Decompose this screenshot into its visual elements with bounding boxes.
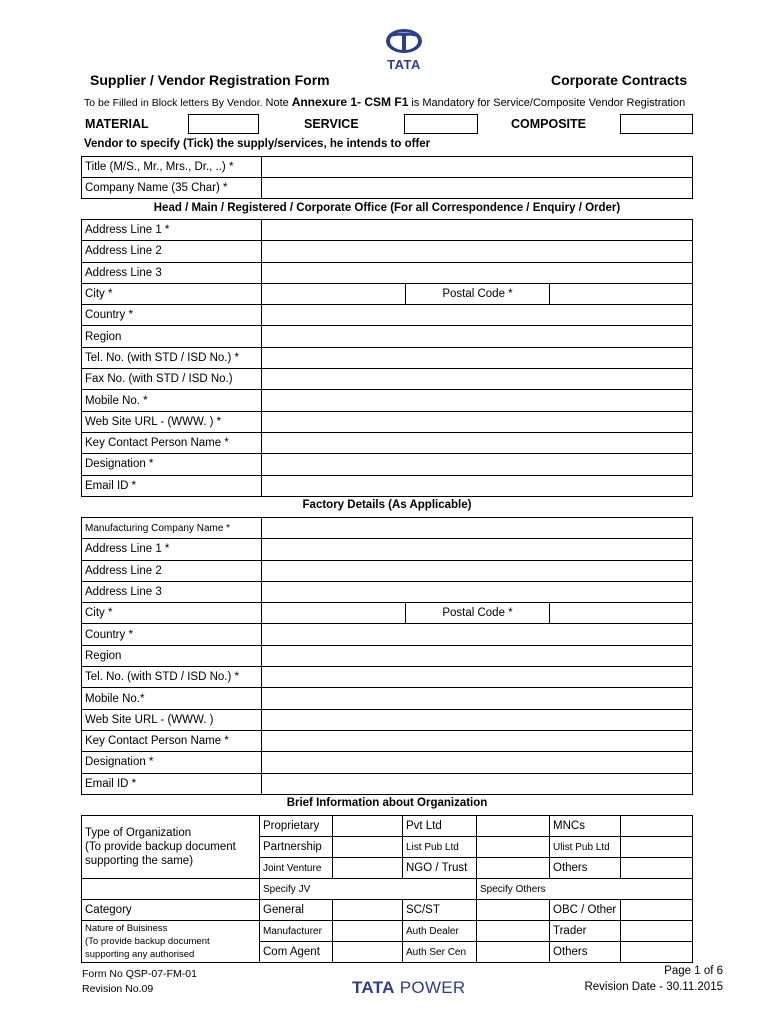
ho-designation-label: Designation * — [82, 454, 262, 475]
table-row — [82, 305, 693, 326]
fa-tel-input[interactable] — [262, 667, 693, 688]
ho-fax-input[interactable] — [262, 369, 693, 390]
auth-dealer-label: Auth Dealer — [403, 921, 477, 942]
tata-power-logo — [352, 978, 466, 998]
fa-address2-label: Address Line 2 — [82, 560, 262, 581]
ho-contact-label: Key Contact Person Name * — [82, 432, 262, 453]
company-name-input[interactable] — [262, 178, 693, 199]
ho-address1-input[interactable] — [262, 220, 693, 241]
service-label: SERVICE — [304, 117, 359, 131]
fa-email-label: Email ID * — [82, 773, 262, 794]
ho-designation-input[interactable] — [262, 454, 693, 475]
service-checkbox[interactable] — [404, 114, 478, 134]
table-row — [82, 752, 693, 773]
table-row — [82, 262, 693, 283]
dept-title: Corporate Contracts — [551, 72, 688, 88]
fa-designation-input[interactable] — [262, 752, 693, 773]
table-row — [82, 603, 693, 624]
revision-date: Revision Date - 30.11.2015 — [584, 981, 723, 993]
scst-checkbox[interactable] — [477, 900, 550, 921]
note-annexure: Annexure 1- CSM F1 — [291, 95, 409, 109]
general-checkbox[interactable] — [333, 900, 403, 921]
vendor-instruction: Vendor to specify (Tick) the supply/services, he intends to offer — [84, 138, 431, 150]
org-type-label — [82, 816, 260, 879]
material-checkbox[interactable] — [188, 114, 259, 134]
ho-address2-label: Address Line 2 — [82, 241, 262, 262]
ho-address1-label: Address Line 1 * — [82, 220, 262, 241]
ho-postal-label: Postal Code * — [406, 283, 550, 304]
fa-city-input[interactable] — [262, 603, 406, 624]
factory-table — [81, 517, 693, 795]
brand-rest: POWER — [399, 978, 466, 997]
fa-mobile-input[interactable] — [262, 688, 693, 709]
tata-logo — [380, 28, 428, 72]
pvt-ltd-checkbox[interactable] — [477, 816, 550, 837]
revision-number: Revision No.09 — [82, 983, 154, 995]
org-heading: Brief Information about Organization — [286, 797, 488, 809]
fa-mfg-name-label: Manufacturing Company Name * — [82, 518, 262, 539]
fa-city-label: City * — [82, 603, 262, 624]
ho-region-label: Region — [82, 326, 262, 347]
table-row — [82, 347, 693, 368]
ho-city-label: City * — [82, 283, 262, 304]
ho-address3-label: Address Line 3 — [82, 262, 262, 283]
ho-address3-input[interactable] — [262, 262, 693, 283]
fa-address3-input[interactable] — [262, 581, 693, 602]
fa-contact-label: Key Contact Person Name * — [82, 730, 262, 751]
list-pub-label: List Pub Ltd — [403, 837, 477, 858]
org-type-line-3: supporting the same) — [85, 855, 194, 867]
fa-designation-label: Designation * — [82, 752, 262, 773]
table-row — [82, 518, 693, 539]
table-row — [82, 241, 693, 262]
brand-bold: TATA — [352, 978, 395, 997]
obc-checkbox[interactable] — [621, 900, 693, 921]
title-label: Title (M/S., Mr., Mrs., Dr., ..) * — [82, 157, 262, 178]
table-row — [82, 411, 693, 432]
table-row — [82, 454, 693, 475]
ho-country-input[interactable] — [262, 305, 693, 326]
table-row — [82, 390, 693, 411]
ho-tel-input[interactable] — [262, 347, 693, 368]
fa-web-input[interactable] — [262, 709, 693, 730]
mncs-checkbox[interactable] — [621, 816, 693, 837]
basic-info-table — [81, 156, 693, 199]
specify-jv-field[interactable]: Specify JV — [260, 879, 477, 900]
table-row — [82, 624, 693, 645]
tata-emblem-icon — [384, 28, 424, 54]
mncs-label: MNCs — [550, 816, 621, 837]
note-pre: To be Filled in Block letters By Vendor. — [84, 97, 263, 109]
fa-country-label: Country * — [82, 624, 262, 645]
trader-checkbox[interactable] — [621, 921, 693, 942]
proprietary-checkbox[interactable] — [333, 816, 403, 837]
org-table — [81, 815, 693, 963]
auth-ser-checkbox[interactable] — [477, 942, 550, 963]
page-number: Page 1 of 6 — [664, 965, 723, 977]
form-title: Supplier / Vendor Registration Form — [90, 72, 330, 88]
table-row — [82, 688, 693, 709]
ho-mobile-input[interactable] — [262, 390, 693, 411]
table-row — [82, 157, 693, 178]
table-row — [82, 581, 693, 602]
ho-postal-input[interactable] — [550, 283, 693, 304]
nature-line-3: supporting any authorised — [85, 949, 195, 960]
table-row — [82, 900, 693, 921]
fa-address1-input[interactable] — [262, 539, 693, 560]
table-row — [82, 539, 693, 560]
general-label: General — [260, 900, 333, 921]
ulist-pub-label: Ulist Pub Ltd — [550, 837, 621, 858]
table-row — [82, 220, 693, 241]
manufacturer-label: Manufacturer — [260, 921, 333, 942]
fa-email-input[interactable] — [262, 773, 693, 794]
ho-tel-label: Tel. No. (with STD / ISD No.) * — [82, 347, 262, 368]
ho-fax-label: Fax No. (with STD / ISD No.) — [82, 369, 262, 390]
composite-label: COMPOSITE — [511, 117, 587, 131]
joint-venture-checkbox[interactable] — [333, 858, 403, 879]
table-row — [82, 816, 693, 837]
instructions-note — [84, 95, 685, 109]
ulist-pub-checkbox[interactable] — [621, 837, 693, 858]
obc-label: OBC / Other — [550, 900, 621, 921]
note-word: Note — [265, 97, 289, 109]
table-row — [82, 326, 693, 347]
fa-address1-label: Address Line 1 * — [82, 539, 262, 560]
ho-web-input[interactable] — [262, 411, 693, 432]
table-row — [82, 432, 693, 453]
title-input[interactable] — [262, 157, 693, 178]
ho-contact-input[interactable] — [262, 432, 693, 453]
ho-email-label: Email ID * — [82, 475, 262, 496]
note-post: is Mandatory for Service/Composite Vendor Registration — [411, 97, 686, 109]
org-type-line-2: (To provide backup document — [85, 841, 236, 853]
org-type-line-1: Type of Organization — [85, 827, 192, 839]
table-row — [82, 475, 693, 496]
ho-city-input[interactable] — [262, 283, 406, 304]
head-office-table — [81, 219, 693, 497]
table-row — [82, 369, 693, 390]
table-row — [82, 921, 693, 942]
factory-heading: Factory Details (As Applicable) — [302, 499, 472, 511]
table-row — [82, 879, 693, 900]
ho-address2-input[interactable] — [262, 241, 693, 262]
list-pub-checkbox[interactable] — [477, 837, 550, 858]
fa-mobile-label: Mobile No.* — [82, 688, 262, 709]
specify-others-field[interactable]: Specify Others — [477, 879, 693, 900]
logo-text: TATA — [387, 57, 421, 72]
fa-tel-label: Tel. No. (with STD / ISD No.) * — [82, 667, 262, 688]
table-row — [82, 773, 693, 794]
manufacturer-checkbox[interactable] — [333, 921, 403, 942]
others2-checkbox[interactable] — [621, 942, 693, 963]
ho-mobile-label: Mobile No. * — [82, 390, 262, 411]
nature-line-2: (To provide backup document — [85, 936, 210, 947]
fa-region-input[interactable] — [262, 645, 693, 666]
fa-address3-label: Address Line 3 — [82, 581, 262, 602]
fa-web-label: Web Site URL - (WWW. ) — [82, 709, 262, 730]
table-row — [82, 178, 693, 199]
fa-country-input[interactable] — [262, 624, 693, 645]
partnership-label: Partnership — [260, 837, 333, 858]
nature-label — [82, 921, 260, 963]
auth-ser-label: Auth Ser Cen — [403, 942, 477, 963]
com-agent-checkbox[interactable] — [333, 942, 403, 963]
ho-region-input[interactable] — [262, 326, 693, 347]
category-label: Category — [82, 900, 260, 921]
com-agent-label: Com Agent — [260, 942, 333, 963]
pvt-ltd-label: Pvt Ltd — [403, 816, 477, 837]
nature-line-1: Nature of Buisiness — [85, 923, 168, 934]
table-row — [82, 645, 693, 666]
form-number: Form No QSP-07-FM-01 — [82, 968, 197, 980]
scst-label: SC/ST — [403, 900, 477, 921]
auth-dealer-checkbox[interactable] — [477, 921, 550, 942]
ho-country-label: Country * — [82, 305, 262, 326]
partnership-checkbox[interactable] — [333, 837, 403, 858]
joint-venture-label: Joint Venture — [260, 858, 333, 879]
trader-label: Trader — [550, 921, 621, 942]
ho-web-label: Web Site URL - (WWW. ) * — [82, 411, 262, 432]
material-label: MATERIAL — [85, 117, 149, 131]
ngo-checkbox[interactable] — [477, 858, 550, 879]
ho-email-input[interactable] — [262, 475, 693, 496]
others-checkbox[interactable] — [621, 858, 693, 879]
table-row — [82, 667, 693, 688]
head-office-heading: Head / Main / Registered / Corporate Office (For all Correspondence / Enquiry / Order) — [153, 202, 621, 214]
fa-postal-label: Postal Code * — [406, 603, 550, 624]
company-name-label: Company Name (35 Char) * — [82, 178, 262, 199]
blank-cell — [82, 879, 260, 900]
proprietary-label: Proprietary — [260, 816, 333, 837]
fa-mfg-name-input[interactable] — [262, 518, 693, 539]
others2-label: Others — [550, 942, 621, 963]
table-row — [82, 283, 693, 304]
fa-contact-input[interactable] — [262, 730, 693, 751]
others-label: Others — [550, 858, 621, 879]
table-row — [82, 560, 693, 581]
fa-postal-input[interactable] — [550, 603, 693, 624]
ngo-label: NGO / Trust — [403, 858, 477, 879]
composite-checkbox[interactable] — [620, 114, 693, 134]
table-row — [82, 709, 693, 730]
table-row — [82, 730, 693, 751]
fa-region-label: Region — [82, 645, 262, 666]
fa-address2-input[interactable] — [262, 560, 693, 581]
